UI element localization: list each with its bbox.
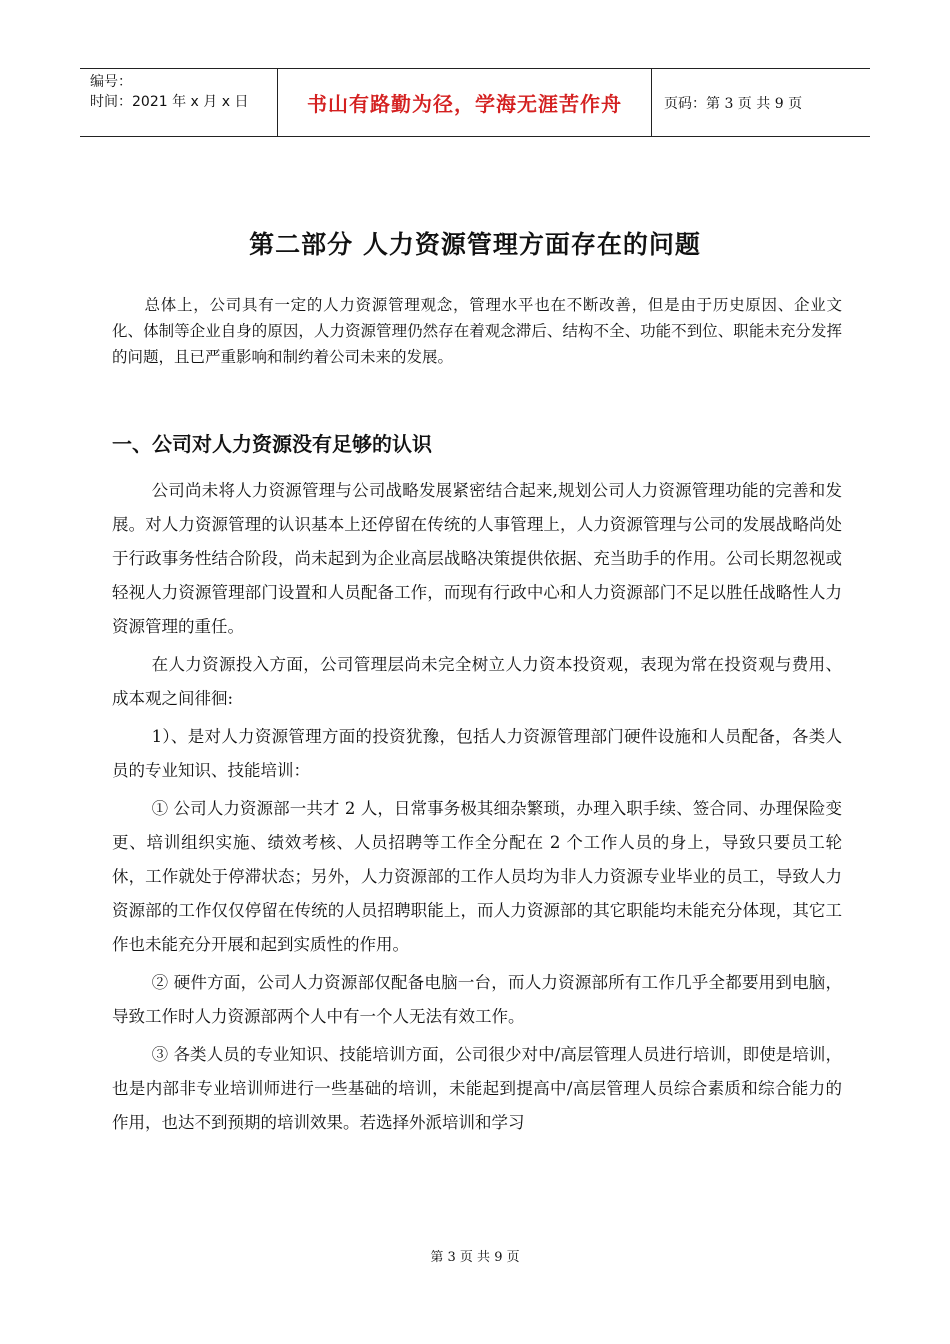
section-body: [112, 474, 842, 1140]
body-paragraph: 公司尚未将人力资源管理与公司战略发展紧密结合起来,规划公司人力资源管理功能的完善和发展。对人力资源管理的认识基本上还停留在传统的人事管理上，人力资源管理与公司的发展战略尚处于行政事务性结合阶段，尚未起到为企业高层战略决策提供依据、充当助手的作用。公司长期忽视或轻视人力资源管理部门设置和人员配备工作，而现有行政中心和人力资源部门不足以胜任战略性人力资源管理的重任。: [112, 481, 842, 636]
body-paragraph: 在人力资源投入方面，公司管理层尚未完全树立人力资本投资观，表现为常在投资观与费用、成本观之间徘徊:: [112, 655, 842, 708]
body-paragraph: 1）、是对人力资源管理方面的投资犹豫，包括人力资源管理部门硬件设施和人员配备，各类人员的专业知识、技能培训：: [112, 727, 842, 780]
body-paragraph: ③ 各类人员的专业知识、技能培训方面，公司很少对中/高层管理人员进行培训，即使是培训，也是内部非专业培训师进行一些基础的培训，未能起到提高中/高层管理人员综合素质和综合能力的作用，也达不到预期的培训效果。若选择外派培训和学习: [112, 1045, 842, 1132]
header-page-info: 页码：第 3 页 共 9 页: [664, 95, 803, 112]
intro-paragraph: 总体上，公司具有一定的人力资源管理观念，管理水平也在不断改善，但是由于历史原因、企业文化、体制等企业自身的原因，人力资源管理仍然存在着观念滞后、结构不全、功能不到位、职能未充分发挥的问题，且已严重影响和制约着公司未来的发展。: [112, 296, 842, 366]
body-paragraph: ① 公司人力资源部一共才 2 人，日常事务极其细杂繁琐，办理入职手续、签合同、办理保险变更、培训组织实施、绩效考核、人员招聘等工作全分配在 2 个工作人员的身上，导致只要员工轮休，工作就处于停滞状态；另外，人力资源部的工作人员均为非人力资源专业毕业的员工，导致人力资源部的工作仅仅停留在传统的人员招聘职能上，而人力资源部的其它职能均未能充分体现，其它工作也未能充分开展和起到实质性的作用。: [112, 799, 842, 954]
section-heading: 一、公司对人力资源没有足够的认识: [112, 432, 432, 456]
header-motto: 书山有路勤为径，学海无涯苦作舟: [278, 69, 652, 136]
body-paragraph: ② 硬件方面，公司人力资源部仅配备电脑一台，而人力资源部所有工作几乎全都要用到电脑，导致工作时人力资源部两个人中有一个人无法有效工作。: [112, 973, 842, 1026]
document-number-label: 编号：: [90, 74, 132, 90]
page-footer: 第 3 页 共 9 页: [430, 1250, 520, 1265]
header-meta: [80, 69, 278, 136]
document-date: 时间：2021 年 x 月 x 日: [90, 94, 249, 110]
page-title: 第二部分 人力资源管理方面存在的问题: [249, 230, 701, 259]
document-header: [80, 68, 870, 137]
